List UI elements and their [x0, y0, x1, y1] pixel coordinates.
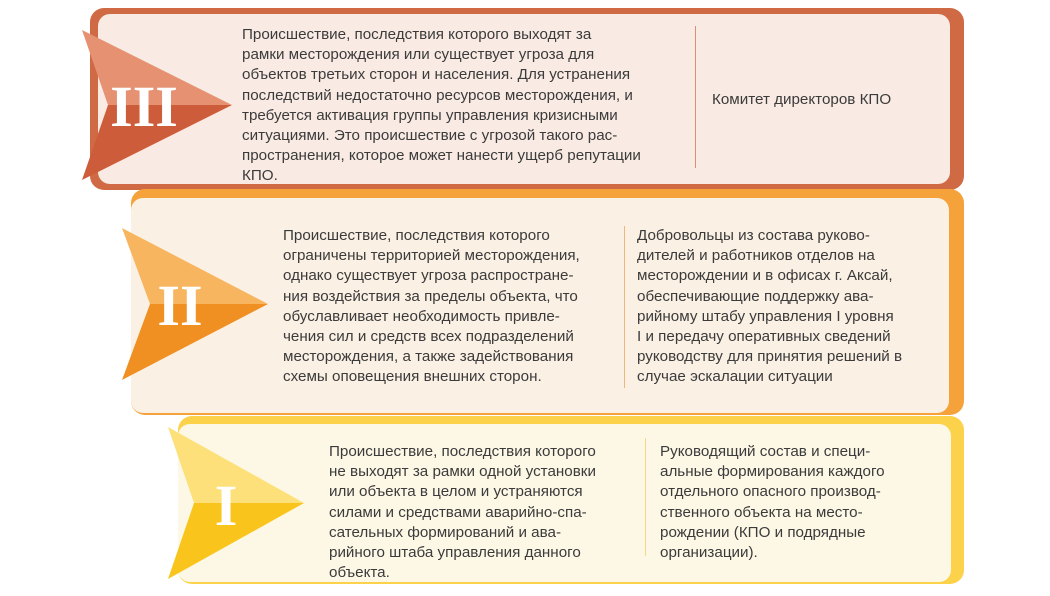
- level-2-description: Происшествие, последствия которого ограничены территорией месторождения, однако существует угроза распростране- ния воздействия за пределы объекта, что обуславливает необходимость привле- чения сил и средств всех подразделений месторождения, а также задействования схемы оповещения внешних сторон.: [283, 227, 580, 386]
- level-1-divider: [645, 438, 646, 556]
- level-3-description: Происшествие, последствия которого выходят за рамки месторождения или существует угроза для объектов третьих сторон и населения. Для устранения последствий недостаточно ресурсов месторождения, и требуется активация группы управления кризисными ситуациями. Это происшествие с угрозой такого рас- пространения, которое может нанести ущерб репутации КПО.: [242, 26, 641, 185]
- level-2-chevron: [122, 228, 282, 388]
- level-2-responsible: Добровольцы из состава руково- дителей и работников отделов на месторождении и в офисах г. Аксай, обеспечивающие поддержку ава- рийному штабу управления I уровня I и передачу оперативных сведений руководству для принятия решений в случае эскалации ситуации: [637, 227, 903, 386]
- level-1-chevron: [168, 427, 318, 587]
- level-1-responsible: Руководящий состав и специ- альные формирования каждого отдельного опасного производ- ственного объекта на место- рождении (КПО и подрядные организации).: [660, 443, 885, 562]
- level-1-numeral: I: [214, 473, 238, 538]
- level-3-divider: [695, 26, 696, 168]
- level-2-divider: [624, 226, 625, 388]
- level-2-numeral: II: [157, 273, 203, 338]
- level-3-chevron: [82, 30, 242, 190]
- level-1-description: Происшествие, последствия которого не выходят за рамки одной установки или объекта в целом и устраняются силами и средствами аварийно-спа- сательных формирований и ава- рийного штаба управления данного объекта.: [329, 443, 596, 582]
- level-3-responsible: Комитет директоров КПО: [712, 91, 892, 108]
- level-3-numeral: III: [110, 74, 178, 139]
